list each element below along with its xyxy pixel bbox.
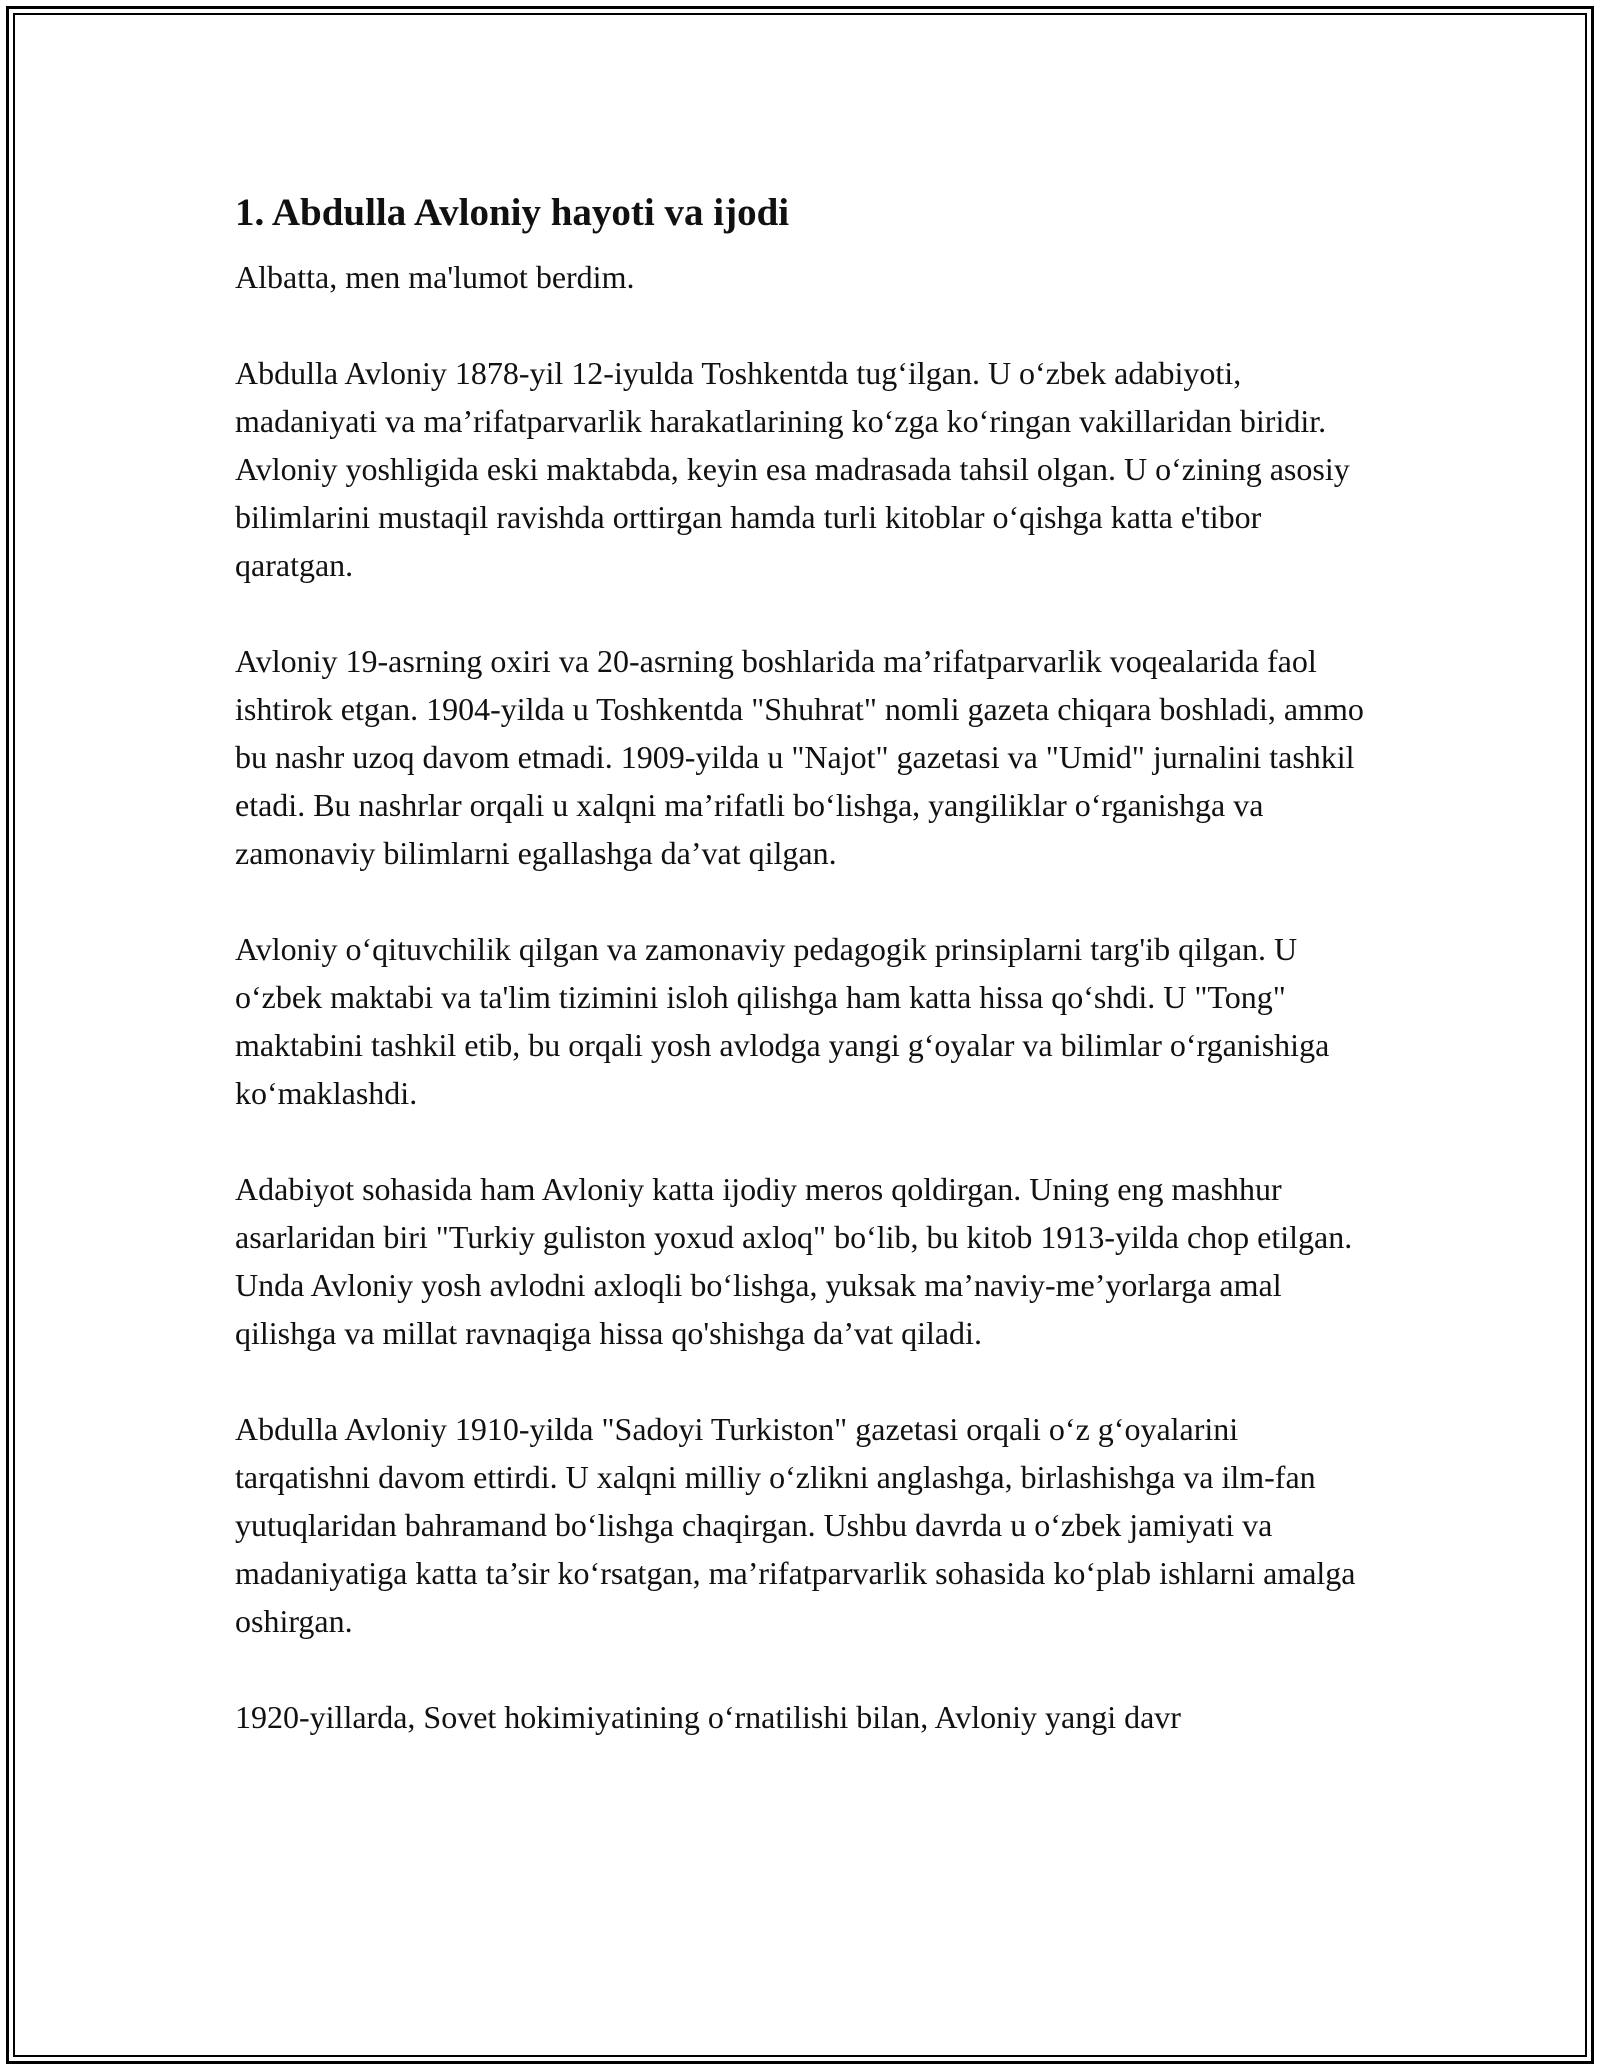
paragraph-intro: Albatta, men ma'lumot berdim. xyxy=(235,259,635,295)
paragraph-literature: Adabiyot sohasida ham Avloniy katta ijodiy meros qoldirgan. Uning eng mashhur asarlaridan biri "Turkiy guliston yoxud axloq" bo‘lib, bu kitob 1913-yilda chop etilgan. Unda Avloniy yosh avlodni axloqli bo‘lishga, yuksak ma’naviy-me’yorlarga amal qilishga va millat ravnaqiga hissa qo'shishga da’vat qiladi. xyxy=(235,1171,1353,1351)
paragraph-birth: Abdulla Avloniy 1878-yil 12-iyulda Toshkentda tug‘ilgan. U o‘zbek adabiyoti, madaniyati va ma’rifatparvarlik harakatlarining ko‘zga ko‘ringan vakillaridan biridir. Avloniy yoshligida eski maktabda, keyin esa madrasada tahsil olgan. U o‘zining asosiy bilimlarini mustaqil ravishda orttirgan hamda turli kitoblar o‘qishga katta e'tibor qaratgan. xyxy=(235,355,1350,583)
section-heading: 1. Abdulla Avloniy hayoti va ijodi xyxy=(235,191,790,234)
paragraph-press: Avloniy 19-asrning oxiri va 20-asrning boshlarida ma’rifatparvarlik voqealarida faol ishtirok etgan. 1904-yilda u Toshkentda "Shuhrat" nomli gazeta chiqara boshladi, ammo bu nashr uzoq davom etmadi. 1909-yilda u "Najot" gazetasi va "Umid" jurnalini tashkil etadi. Bu nashrlar orqali u xalqni ma’rifatli bo‘lishga, yangiliklar o‘rganishga va zamonaviy bilimlarni egallashga da’vat qilgan. xyxy=(235,643,1364,871)
paragraph-soviet-era: 1920-yillarda, Sovet hokimiyatining o‘rnatilishi bilan, Avloniy yangi davr xyxy=(235,1699,1181,1735)
paragraph-sadoyi-turkiston: Abdulla Avloniy 1910-yilda "Sadoyi Turkiston" gazetasi orqali o‘z g‘oyalarini tarqatishni davom ettirdi. U xalqni milliy o‘zlikni anglashga, birlashishga va ilm-fan yutuqlaridan bahramand bo‘lishga chaqirgan. Ushbu davrda u o‘zbek jamiyati va madaniyatiga katta ta’sir ko‘rsatgan, ma’rifatparvarlik sohasida ko‘plab ishlarni amalga oshirgan. xyxy=(235,1411,1356,1639)
document-body xyxy=(235,185,1365,1789)
paragraph-teaching: Avloniy o‘qituvchilik qilgan va zamonaviy pedagogik prinsiplarni targ'ib qilgan. U o‘zbek maktabi va ta'lim tizimini isloh qilishga ham katta hissa qo‘shdi. U "Tong" maktabini tashkil etib, bu orqali yosh avlodga yangi g‘oyalar va bilimlar o‘rganishiga ko‘maklashdi. xyxy=(235,931,1330,1111)
